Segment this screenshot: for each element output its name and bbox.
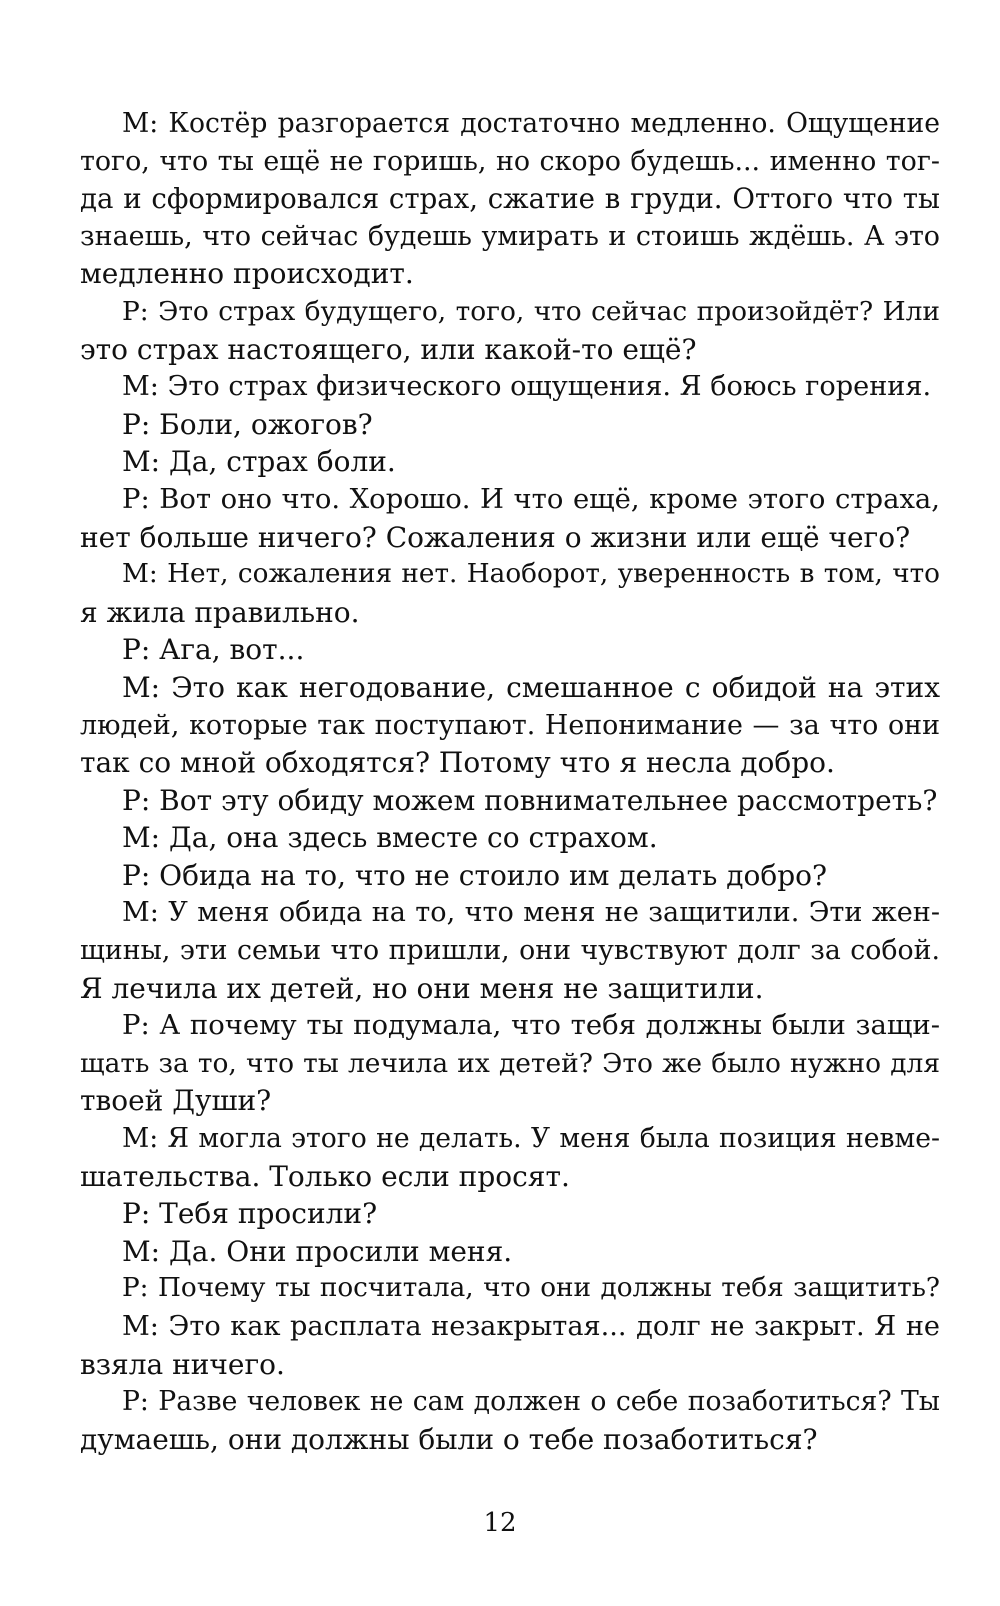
text-line: М: Это как негодование, смешанное с обидой на этих	[122, 670, 940, 704]
text-line: М: У меня обида на то, что меня не защитили. Эти жен-	[122, 897, 940, 929]
text-line: М: Я могла этого не делать. У меня была позиция невме-	[122, 1123, 940, 1155]
text-line: М: Это страх физического ощущения. Я боюсь горения.	[122, 371, 932, 403]
text-line: М: Это как расплата незакрытая... долг не закрыт. Я не	[122, 1311, 940, 1342]
text-line: людей, которые так поступают. Непонимание — за что они	[80, 709, 940, 741]
text-line: твоей Души?	[80, 1084, 272, 1118]
text-line: думаешь, они должны были о тебе позаботиться?	[80, 1422, 818, 1456]
text-line: того, что ты ещё не горишь, но скоро будешь... именно тог-	[80, 145, 940, 177]
text-line: Р: Вот оно что. Хорошо. И что ещё, кроме этого страха,	[122, 483, 940, 515]
text-line: М: Нет, сожаления нет. Наоборот, уверенность в том, что	[122, 559, 940, 590]
text-line: Р: Вот эту обиду можем повнимательнее рассмотреть?	[122, 783, 938, 817]
text-line: М: Костёр разгорается достаточно медленно. Ощущение	[122, 108, 940, 139]
text-line: нет больше ничего? Сожаления о жизни или ещё чего?	[80, 520, 911, 554]
text-line: знаешь, что сейчас будешь умирать и стоишь ждёшь. А это	[80, 220, 940, 252]
text-line: Р: Боли, ожогов?	[122, 407, 373, 441]
text-line: М: Да, она здесь вместе со страхом.	[122, 821, 658, 855]
text-line: Р: Разве человек не сам должен о себе позаботиться? Ты	[122, 1386, 940, 1418]
text-line: щать за то, что ты лечила их детей? Это же было нужно для	[80, 1047, 940, 1079]
page-text	[80, 105, 940, 1458]
text-line: Р: Тебя просили?	[122, 1197, 378, 1231]
text-line: Р: Обида на то, что не стоило им делать добро?	[122, 858, 828, 892]
text-line: медленно происходит.	[80, 257, 414, 291]
text-line: М: Да. Они просили меня.	[122, 1234, 513, 1268]
text-line: Я лечила их детей, но они меня не защитили.	[80, 971, 764, 1005]
text-line: М: Да, страх боли.	[122, 445, 396, 479]
text-line: да и сформировался страх, сжатие в груди. Оттого что ты	[80, 182, 940, 216]
text-line: щины, эти семьи что пришли, они чувствуют долг за собой.	[80, 935, 940, 967]
text-line: Р: Почему ты посчитала, что они должны тебя защитить?	[122, 1273, 940, 1304]
text-line: Р: Это страх будущего, того, что сейчас произойдёт? Или	[122, 295, 940, 327]
text-line: я жила правильно.	[80, 595, 360, 629]
text-line: Р: Ага, вот...	[122, 633, 305, 667]
text-line: Р: А почему ты подумала, что тебя должны были защи-	[122, 1009, 940, 1042]
text-line: так со мной обходятся? Потому что я несла добро.	[80, 746, 835, 780]
text-line: это страх настоящего, или какой-то ещё?	[80, 332, 697, 366]
text-line: шательства. Только если просят.	[80, 1159, 570, 1193]
text-line: взяла ничего.	[80, 1347, 285, 1381]
page-number: 12	[483, 1508, 517, 1538]
